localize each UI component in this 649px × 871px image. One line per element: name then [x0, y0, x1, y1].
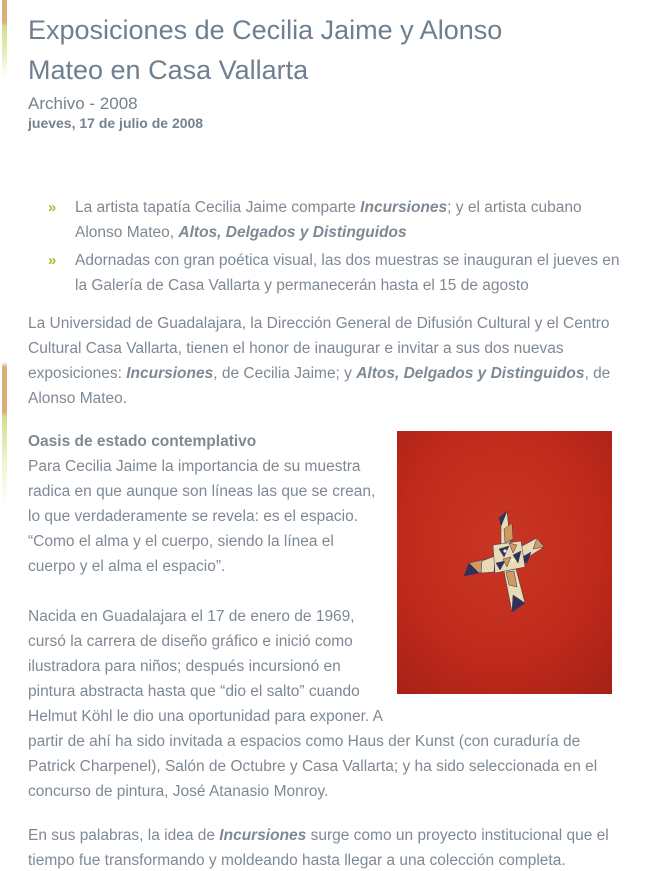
archive-label: Archivo - 2008 — [28, 94, 138, 113]
highlight-text: Adornadas con gran poética visual, las dos muestras se inauguran el jueves en la Galería de Casa Vallarta y permanecerán hasta el 15 de agosto — [75, 252, 620, 294]
article-content — [28, 0, 620, 871]
artwork-image — [397, 431, 612, 694]
red-painting-graphic — [397, 431, 612, 694]
post-date: jueves, 17 de julio de 2008 — [28, 115, 204, 131]
highlight-item — [28, 195, 620, 245]
double-chevron-bullet-icon: » — [48, 199, 57, 216]
article-section — [28, 429, 620, 871]
page-title: Exposiciones de Cecilia Jaime y Alonso Mateo en Casa Vallarta — [28, 15, 503, 85]
intro-paragraph: La Universidad de Guadalajara, la Dirección General de Difusión Cultural y el Centro Cultural Casa Vallarta, tienen el honor de inaugurar e invitar a sus dos nuevas exposiciones: Incursiones, de Cecilia Jaime; y Altos, Delgados y Distinguidos, de Alonso Mateo. — [28, 315, 611, 407]
highlights-list — [28, 195, 620, 298]
body-paragraph: Nacida en Guadalajara el 17 de enero de 1969, cursó la carrera de diseño gráfico e inició como ilustradora para niños; después incursionó en pintura abstracta hasta que “dio el salto” cuando Helmut Köhl le dio una oportunidad para exponer. A partir de ahí ha sido invitada a espacios como Haus der Kunst (con curaduría de Patrick Charpenel), Salón de Octubre y Casa Vallarta; y ha sido seleccionada en el concurso de pintura, José Atanasio Monroy. — [28, 608, 598, 800]
left-border-decoration — [2, 0, 7, 871]
section-heading: Oasis de estado contemplativo — [28, 433, 257, 450]
body-paragraph: En sus palabras, la idea de Incursiones surge como un proyecto institucional que el tiempo fue transformando y moldeando hasta llegar a una colección completa. — [28, 827, 609, 869]
double-chevron-bullet-icon: » — [48, 252, 57, 269]
highlight-text: La artista tapatía Cecilia Jaime comparte Incursiones; y el artista cubano Alonso Mateo, Altos, Delgados y Distinguidos — [75, 199, 582, 241]
highlight-item — [28, 248, 620, 298]
body-paragraph: Para Cecilia Jaime la importancia de su muestra radica en que aunque son líneas las que se crean, lo que verdaderamente se revela: es el espacio. “Como el alma y el cuerpo, siendo la línea el cuerpo y el alma el espacio”. — [28, 458, 376, 575]
